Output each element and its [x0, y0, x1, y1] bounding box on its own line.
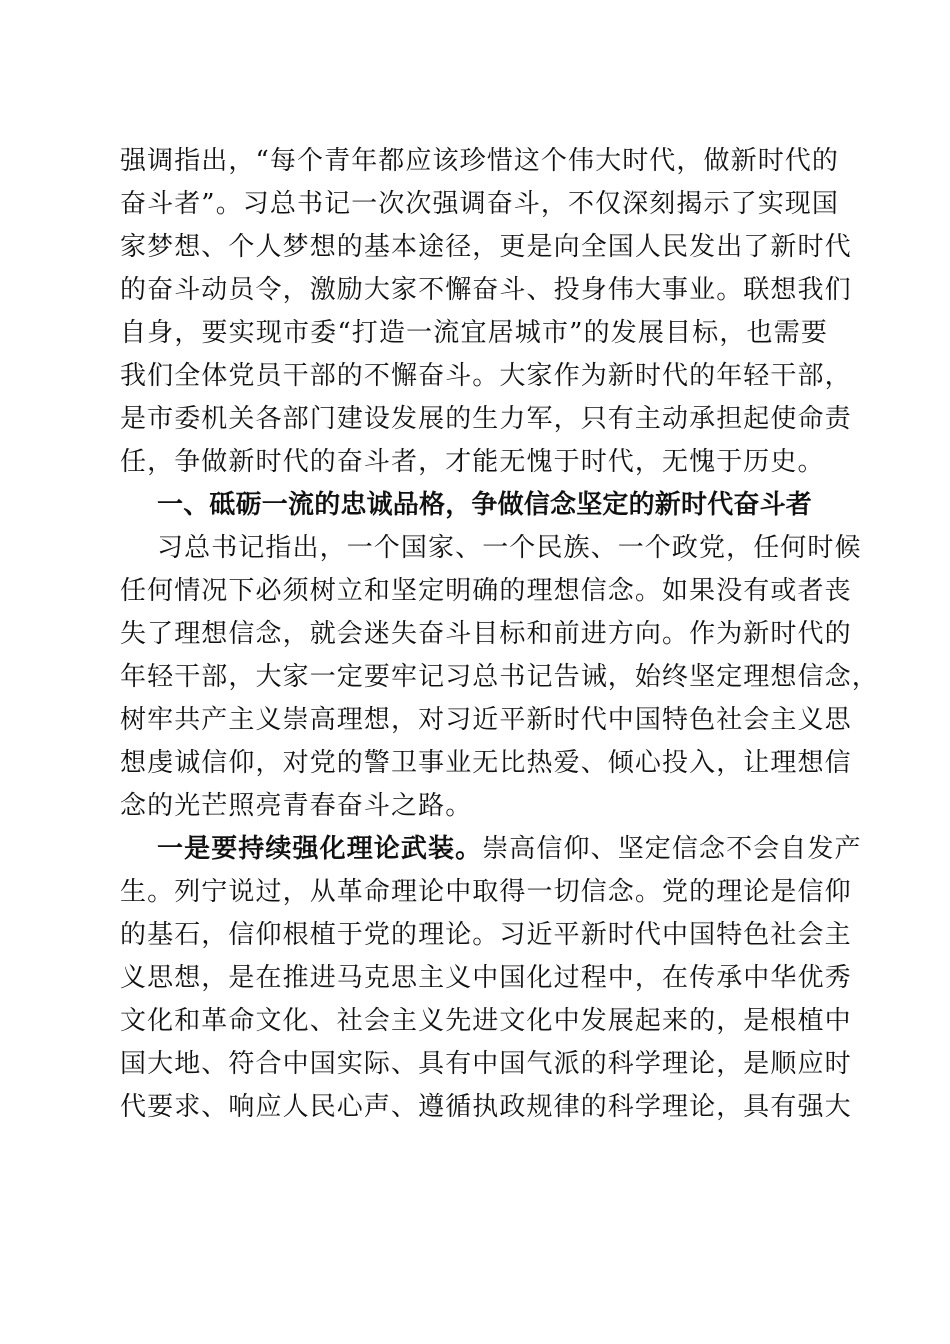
- text-line: 我们全体党员干部的不懈奋斗。大家作为新时代的年轻干部，: [120, 361, 852, 391]
- text-line-with-lead: [120, 828, 862, 871]
- text-line: 义思想，是在推进马克思主义中国化过程中，在传承中华优秀: [120, 963, 852, 993]
- text-line: 文化和革命文化、社会主义先进文化中发展起来的，是根植中: [120, 1006, 852, 1036]
- section-heading: 一、砥砺一流的忠诚品格，争做信念坚定的新时代奋斗者: [157, 490, 813, 520]
- text-run: 崇高信仰、坚定信念不会自发产: [482, 834, 862, 864]
- paragraph-2: [120, 828, 862, 1129]
- text-line: 念的光芒照亮青春奋斗之路。: [120, 791, 473, 821]
- bold-lead: 一是要持续强化理论武装。: [157, 834, 483, 864]
- text-line: 强调指出，“每个青年都应该珍惜这个伟大时代，做新时代的: [120, 146, 839, 176]
- text-line: 失了理想信念，就会迷失奋斗目标和前进方向。作为新时代的: [120, 619, 852, 649]
- text-line: 代要求、响应人民心声、遵循执政规律的科学理论，具有强大: [120, 1092, 852, 1122]
- text-line: 的奋斗动员令，激励大家不懈奋斗、投身伟大事业。联想我们: [120, 275, 852, 305]
- text-line: 国大地、符合中国实际、具有中国气派的科学理论，是顺应时: [120, 1049, 852, 1079]
- text-line: 家梦想、个人梦想的基本途径，更是向全国人民发出了新时代: [120, 232, 852, 262]
- text-line: 生。列宁说过，从革命理论中取得一切信念。党的理论是信仰: [120, 877, 852, 907]
- text-line: 想虔诚信仰，对党的警卫事业无比热爱、倾心投入，让理想信: [120, 748, 852, 778]
- document-body: [120, 140, 879, 1129]
- text-line: 任，争做新时代的奋斗者，才能无愧于时代，无愧于历史。: [120, 447, 825, 477]
- text-line: 树牢共产主义崇高理想，对习近平新时代中国特色社会主义思: [120, 705, 852, 735]
- text-line: 任何情况下必须树立和坚定明确的理想信念。如果没有或者丧: [120, 576, 852, 606]
- text-line: 奋斗者”。习总书记一次次强调奋斗，不仅深刻揭示了实现国: [120, 189, 839, 219]
- paragraph-intro: [120, 140, 852, 484]
- text-line: 习总书记指出，一个国家、一个民族、一个政党，任何时候: [157, 533, 862, 563]
- text-line: 是市委机关各部门建设发展的生力军，只有主动承担起使命责: [120, 404, 852, 434]
- paragraph-1: [120, 527, 879, 828]
- text-line: 自身，要实现市委“打造一流宜居城市”的发展目标，也需要: [120, 318, 828, 348]
- text-line: 的基石，信仰根植于党的理论。习近平新时代中国特色社会主: [120, 920, 852, 950]
- text-line: 年轻干部，大家一定要牢记习总书记告诫，始终坚定理想信念，: [120, 662, 879, 692]
